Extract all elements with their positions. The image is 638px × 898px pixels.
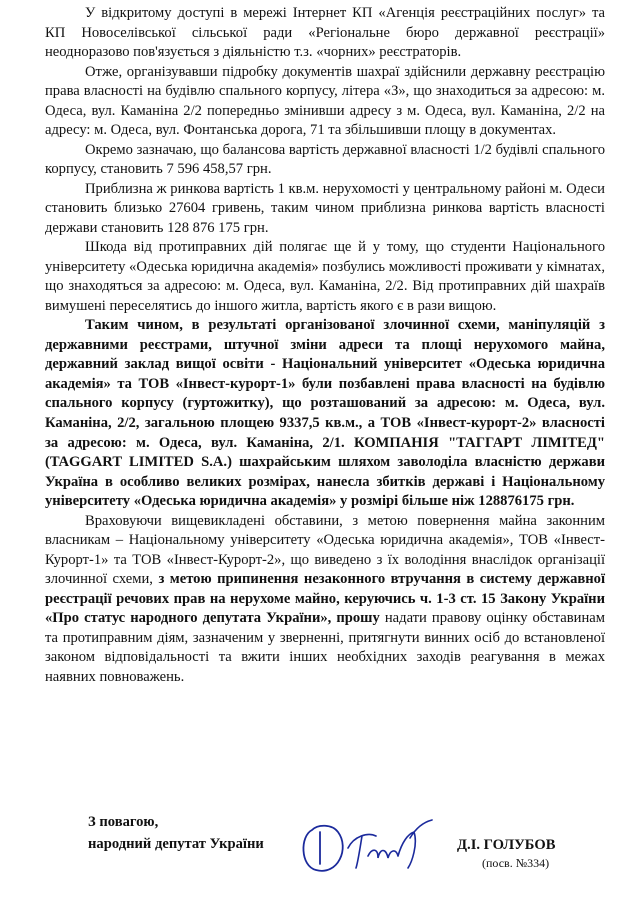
request-text-part-2: надати правову оцінку обставинам та протиправним діям, зазначеним у зверненні, притягнути винних осіб до встановленої законом відповідальності та вжити інших необхідних заходів реагування в межах наявних повноважень.	[45, 610, 606, 685]
paragraph-balance-value: Окремо зазначаю, що балансова вартість державної власності 1/2 будівлі спального корпусу, становить 7 596 458,57 грн.	[45, 141, 605, 177]
paragraph-fraud-scheme: Отже, організувавши підробку документів шахраї здійснили державну реєстрацію права власності на будівлю спального корпусу, літера «З», що знаходиться за адресою: м. Одеса, вул. Каманіна 2/2 попередньо змінивши адресу з м. Одеса, вул. Каманіна, 2/2 на адресу: м. Одеса, вул. Фонтанська дорога, 71 та збільшивши площу в документах.	[45, 63, 605, 138]
letter-body	[45, 4, 605, 687]
paragraph-market-value: Приблизна ж ринкова вартість 1 кв.м. нерухомості у центральному районі м. Одеси становить близько 27604 гривень, таким чином приблизна ринкова вартість власності держави становить 128 876 175 грн.	[45, 180, 605, 236]
request-text-bold: з метою припинення незаконного втручання в систему державної реєстрації речових прав на нерухоме майно, керуючись ч. 1-3 ст. 15 Закону України «Про статус народного депутата України», прошу	[45, 571, 606, 627]
certificate-number: (посв. №334)	[482, 856, 550, 870]
position-line: народний депутат України	[88, 836, 264, 852]
paragraph-registrars: У відкритому доступі в мережі Інтернет КП «Агенція реєстраційних послуг» та КП Новоселівської сільської ради «Регіональне бюро державної реєстрації» неодноразово пов'язується з діяльністю т.з. «чорних» реєстраторів.	[45, 5, 605, 60]
paragraph-request	[45, 512, 605, 688]
handwritten-signature	[298, 818, 438, 878]
paragraph-damage: Шкода від протиправних дій полягає ще й у тому, що студенти Національного університету «Одеська юридична академія» позбулись можливості проживати у кімнатах, що знаходяться за адресою: м. Одеса, вул. Каманіна, 2/2. Від протиправних дій шахраїв вимушені переселятись до іншого житла, вартість якого є в рази вищою.	[45, 239, 605, 314]
request-text-part-1: Враховуючи вищевикладені обставини, з метою повернення майна законним власникам – Національному університету «Одеська юридична академія», ТОВ «Інвест-Курорт-1» та ТОВ «Інвест-Курорт-2», що виведено з їх володіння внаслідок організації злочинної схеми,	[45, 512, 605, 588]
paragraph-conclusion: Таким чином, в результаті організованої злочинної схеми, маніпуляцій з державними реєстрами, штучної зміни адреси та площі нерухомого майна, державний заклад вищої освіти - Національний університет «Одеська юридична академія» та ТОВ «Інвест-курорт-1» були позбавлені права власності на будівлю спального корпусу (гуртожитку), що розташований за адресою: м. Одеса, вул. Каманіна, 2/2, загальною площею 9337,5 кв.м., а ТОВ «Інвест-курорт-2» власності за адресою: м. Одеса, вул. Каманіна, 2/1. КОМПАНІЯ "ТАГГАРТ ЛІМІТЕД" (TAGGART LIMITED S.A.) шахрайським шляхом заволоділа власністю держави Україна в особливо великих розмірах, нанесла збитків державі і Національному університету «Одеська юридична академія» у розмірі більше ніж 128876175 грн.	[45, 317, 605, 510]
signatory-name: Д.І. ГОЛУБОВ	[457, 837, 556, 853]
regards-line: З повагою,	[88, 814, 159, 830]
